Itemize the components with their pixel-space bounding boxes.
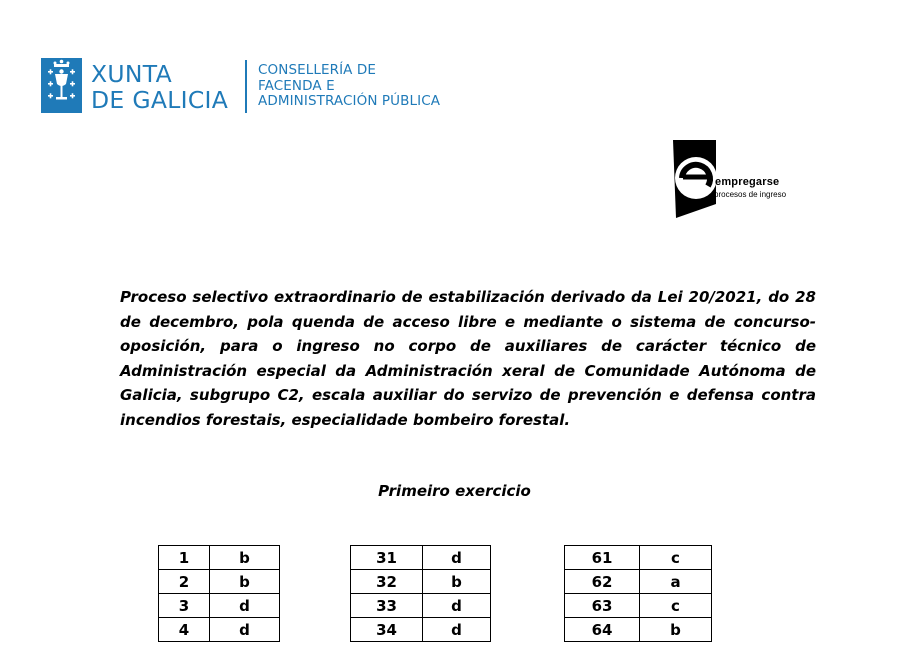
- question-number: 4: [159, 618, 210, 642]
- question-number: 31: [351, 546, 423, 570]
- empregarse-name: empregarse: [715, 176, 780, 188]
- answer-letter: d: [423, 546, 491, 570]
- exercise-title: Primeiro exercicio: [378, 482, 531, 500]
- table-row: [351, 570, 491, 594]
- org-name-line2: DE GALICIA: [91, 86, 229, 114]
- question-number: 63: [565, 594, 640, 618]
- table-row: [565, 594, 712, 618]
- table-row: [159, 618, 280, 642]
- answer-letter: b: [640, 618, 712, 642]
- table-row: [351, 546, 491, 570]
- answer-letter: d: [210, 594, 280, 618]
- org-name: [91, 61, 228, 113]
- table-row: [351, 594, 491, 618]
- question-number: 62: [565, 570, 640, 594]
- question-number: 1: [159, 546, 210, 570]
- department-name: [258, 63, 440, 110]
- question-number: 3: [159, 594, 210, 618]
- answer-letter: a: [640, 570, 712, 594]
- question-number: 32: [351, 570, 423, 594]
- table-row: [565, 618, 712, 642]
- table-row: [159, 594, 280, 618]
- question-number: 34: [351, 618, 423, 642]
- answer-letter: d: [423, 594, 491, 618]
- table-row: [351, 618, 491, 642]
- answer-letter: c: [640, 546, 712, 570]
- department-line3: ADMINISTRACIÓN PÚBLICA: [258, 93, 441, 109]
- answer-letter: d: [423, 618, 491, 642]
- logo-divider: [245, 60, 247, 113]
- question-number: 33: [351, 594, 423, 618]
- table-row: [565, 546, 712, 570]
- question-number: 61: [565, 546, 640, 570]
- answer-table: [158, 545, 280, 642]
- department-line2: FACENDA E: [258, 77, 335, 94]
- empregarse-tagline: procesos de ingreso: [714, 190, 787, 199]
- galicia-crest-icon: [41, 58, 82, 113]
- table-row: [159, 546, 280, 570]
- question-number: 2: [159, 570, 210, 594]
- answer-table: [350, 545, 491, 642]
- answer-table: [564, 545, 712, 642]
- question-number: 64: [565, 618, 640, 642]
- xunta-logo: [41, 58, 461, 116]
- process-description: Proceso selectivo extraordinario de estabilización derivado da Lei 20/2021, do 28 de decembro, pola quenda de acceso libre e mediante o sistema de concurso-oposición, para o ingreso no corpo de auxiliares de carácter técnico de Administración especial da Administración xeral de Comunidade Autónoma de Galicia, subgrupo C2, escala auxiliar do servizo de prevención e defensa contra incendios forestais, especialidade bombeiro forestal.: [120, 288, 816, 429]
- answer-letter: d: [210, 618, 280, 642]
- department-line1: CONSELLERÍA DE: [258, 62, 377, 78]
- table-row: [159, 570, 280, 594]
- answer-letter: b: [210, 546, 280, 570]
- answer-letter: c: [640, 594, 712, 618]
- table-row: [565, 570, 712, 594]
- empregarse-logo: [668, 140, 818, 220]
- org-name-line1: XUNTA: [91, 60, 172, 88]
- answer-letter: b: [210, 570, 280, 594]
- answer-letter: b: [423, 570, 491, 594]
